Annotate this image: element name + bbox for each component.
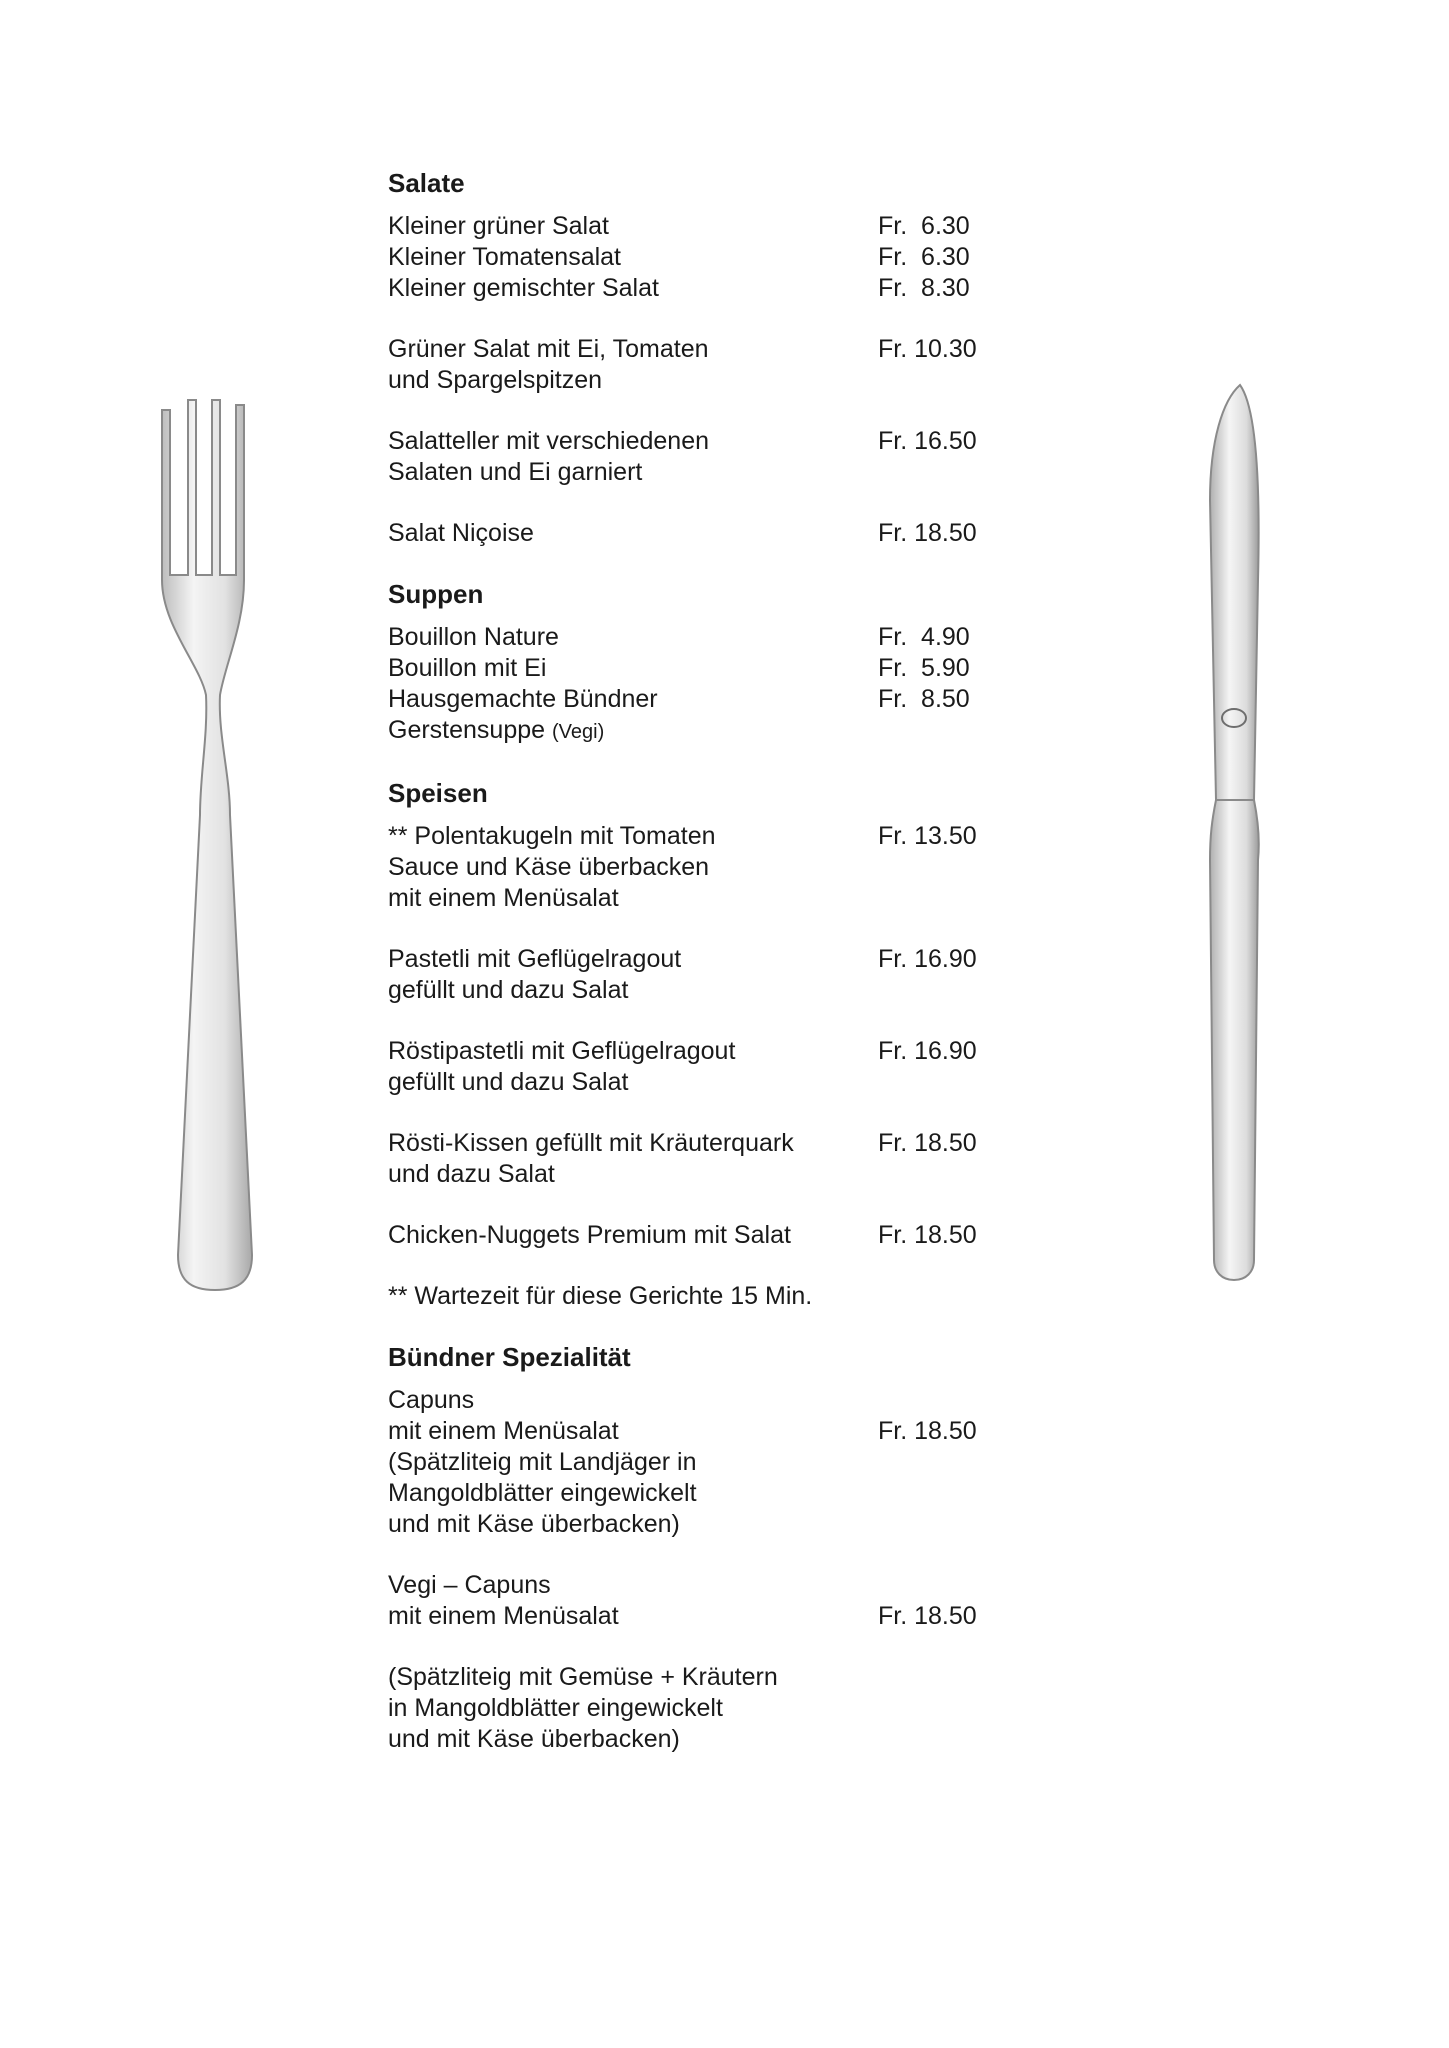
capuns-description: (Spätzliteig mit Gemüse + Kräutern in Mangoldblätter eingewickelt und mit Käse überbacken) (388, 1663, 778, 1753)
knife-illustration (1188, 380, 1268, 1285)
item-price: Fr. 5.90 (878, 654, 970, 682)
menu-item (388, 622, 988, 653)
item-price: Fr. 8.30 (878, 274, 970, 302)
menu-item (388, 821, 988, 914)
menu-item (388, 1036, 988, 1098)
menu-item (388, 273, 988, 304)
section-title-buendner: Bündner Spezialität (388, 1342, 631, 1372)
item-name: Bouillon mit Ei (388, 654, 547, 682)
menu-item (388, 1128, 988, 1190)
menu-item (388, 242, 988, 273)
section-title-speisen: Speisen (388, 778, 488, 808)
item-price: Fr. 18.50 (878, 519, 977, 547)
menu-item (388, 1570, 988, 1632)
section-title-suppen: Suppen (388, 579, 484, 609)
menu-item (388, 684, 988, 748)
section-title-salate: Salate (388, 168, 465, 198)
item-price: Fr. 16.50 (878, 427, 977, 455)
item-name: Chicken-Nuggets Premium mit Salat (388, 1221, 791, 1249)
item-price: Fr. 4.90 (878, 623, 970, 651)
item-price: Fr. 18.50 (878, 1602, 977, 1630)
item-name: Kleiner grüner Salat (388, 212, 609, 240)
item-price: Fr. 10.30 (878, 335, 977, 363)
item-name: Salat Niçoise (388, 519, 534, 547)
item-price: Fr. 18.50 (878, 1417, 977, 1445)
menu-item (388, 426, 988, 488)
vegi-note: (Vegi) (552, 721, 605, 743)
item-price: Fr. 16.90 (878, 1037, 977, 1065)
item-name: Kleiner gemischter Salat (388, 274, 659, 302)
item-price: Fr. 6.30 (878, 243, 970, 271)
item-name: ** Polentakugeln mit Tomaten Sauce und Käse überbacken mit einem Menüsalat (388, 822, 716, 912)
menu-item (388, 518, 988, 549)
item-price: Fr. 13.50 (878, 822, 977, 850)
item-name: Capuns mit einem Menüsalat (Spätzliteig mit Landjäger in Mangoldblätter eingewickelt und mit Käse überbacken) (388, 1386, 697, 1538)
menu-content (388, 168, 988, 1755)
menu-item (388, 1220, 988, 1251)
menu-item (388, 334, 988, 396)
item-name: Kleiner Tomatensalat (388, 243, 622, 271)
menu-item (388, 211, 988, 242)
item-price: Fr. 18.50 (878, 1129, 977, 1157)
item-name: Rösti-Kissen gefüllt mit Kräuterquark und dazu Salat (388, 1129, 794, 1188)
item-price: Fr. 8.50 (878, 685, 970, 713)
item-name: Hausgemachte Bündner Gerstensuppe (Vegi) (388, 685, 658, 744)
fork-illustration (140, 395, 290, 1300)
footnote: ** Wartezeit für diese Gerichte 15 Min. (388, 1282, 813, 1310)
item-name: Vegi – Capuns mit einem Menüsalat (388, 1571, 619, 1630)
menu-item (388, 1385, 988, 1540)
item-name: Bouillon Nature (388, 623, 559, 651)
item-name: Pastetli mit Geflügelragout gefüllt und dazu Salat (388, 945, 682, 1004)
item-name: Röstipastetli mit Geflügelragout gefüllt und dazu Salat (388, 1037, 736, 1096)
menu-item (388, 944, 988, 1006)
item-price: Fr. 16.90 (878, 945, 977, 973)
item-name: Grüner Salat mit Ei, Tomaten und Spargelspitzen (388, 335, 709, 394)
item-name: Salatteller mit verschiedenen Salaten und Ei garniert (388, 427, 709, 486)
item-price: Fr. 18.50 (878, 1221, 977, 1249)
menu-item (388, 653, 988, 684)
item-price: Fr. 6.30 (878, 212, 970, 240)
